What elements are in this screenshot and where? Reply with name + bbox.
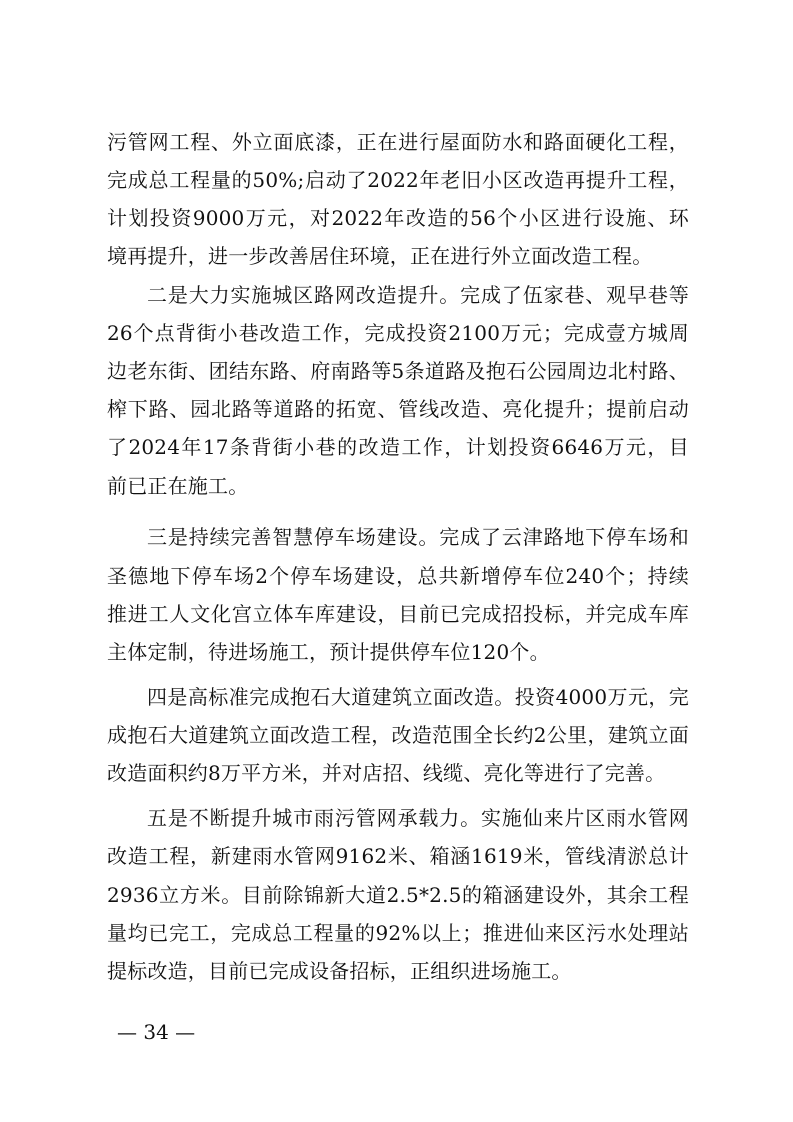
paragraph-line: 污管网工程、外立面底漆，正在进行屋面防水和路面硬化工程， (107, 130, 689, 154)
paragraph-line: 成抱石大道建筑立面改造工程，改造范围全长约2公里，建筑立面 (107, 723, 689, 747)
paragraph-line: 圣德地下停车场2个停车场建设，总共新增停车位240个；持续 (107, 564, 689, 588)
paragraph-line: 改造面积约8万平方米，并对店招、线缆、亮化等进行了完善。 (107, 761, 666, 785)
paragraph-line: 改造工程，新建雨水管网9162米、箱涵1619米，管线清淤总计 (107, 844, 689, 868)
paragraph-line: 四是高标准完成抱石大道建筑立面改造。投资4000万元，完 (147, 685, 689, 709)
paragraph-line: 推进工人文化宫立体车库建设，目前已完成招投标，并完成车库 (107, 602, 689, 626)
paragraph-line: 26个点背街小巷改造工作，完成投资2100万元；完成壹方城周 (107, 321, 689, 345)
paragraph-line: 2936立方米。目前除锦新大道2.5*2.5的箱涵建设外，其余工程 (107, 883, 689, 907)
paragraph-line: 五是不断提升城市雨污管网承载力。实施仙来片区雨水管网 (147, 806, 689, 830)
paragraph-line: 榨下路、园北路等道路的拓宽、管线改造、亮化提升；提前启动 (107, 397, 689, 421)
paragraph-line: 边老东街、团结东路、府南路等5条道路及抱石公园周边北村路、 (107, 359, 689, 383)
paragraph-line: 二是大力实施城区路网改造提升。完成了伍家巷、观早巷等 (147, 283, 689, 307)
paragraph-line: 了2024年17条背街小巷的改造工作，计划投资6646万元，目 (107, 435, 689, 459)
paragraph-line: 计划投资9000万元，对2022年改造的56个小区进行设施、环 (107, 206, 689, 230)
paragraph-line: 完成总工程量的50%;启动了2022年老旧小区改造再提升工程， (107, 168, 689, 192)
paragraph-line: 三是持续完善智慧停车场建设。完成了云津路地下停车场和 (147, 525, 689, 549)
paragraph-line: 境再提升，进一步改善居住环境，正在进行外立面改造工程。 (107, 244, 653, 268)
paragraph-line: 量均已完工，完成总工程量的92%以上；推进仙来区污水处理站 (107, 921, 689, 945)
page-number: — 34 — (117, 1020, 196, 1044)
paragraph-line: 提标改造，目前已完成设备招标，正组织进场施工。 (107, 959, 572, 983)
paragraph-line: 前已正在施工。 (107, 474, 249, 498)
paragraph-line: 主体定制，待进场施工，预计提供停车位120个。 (107, 640, 550, 664)
